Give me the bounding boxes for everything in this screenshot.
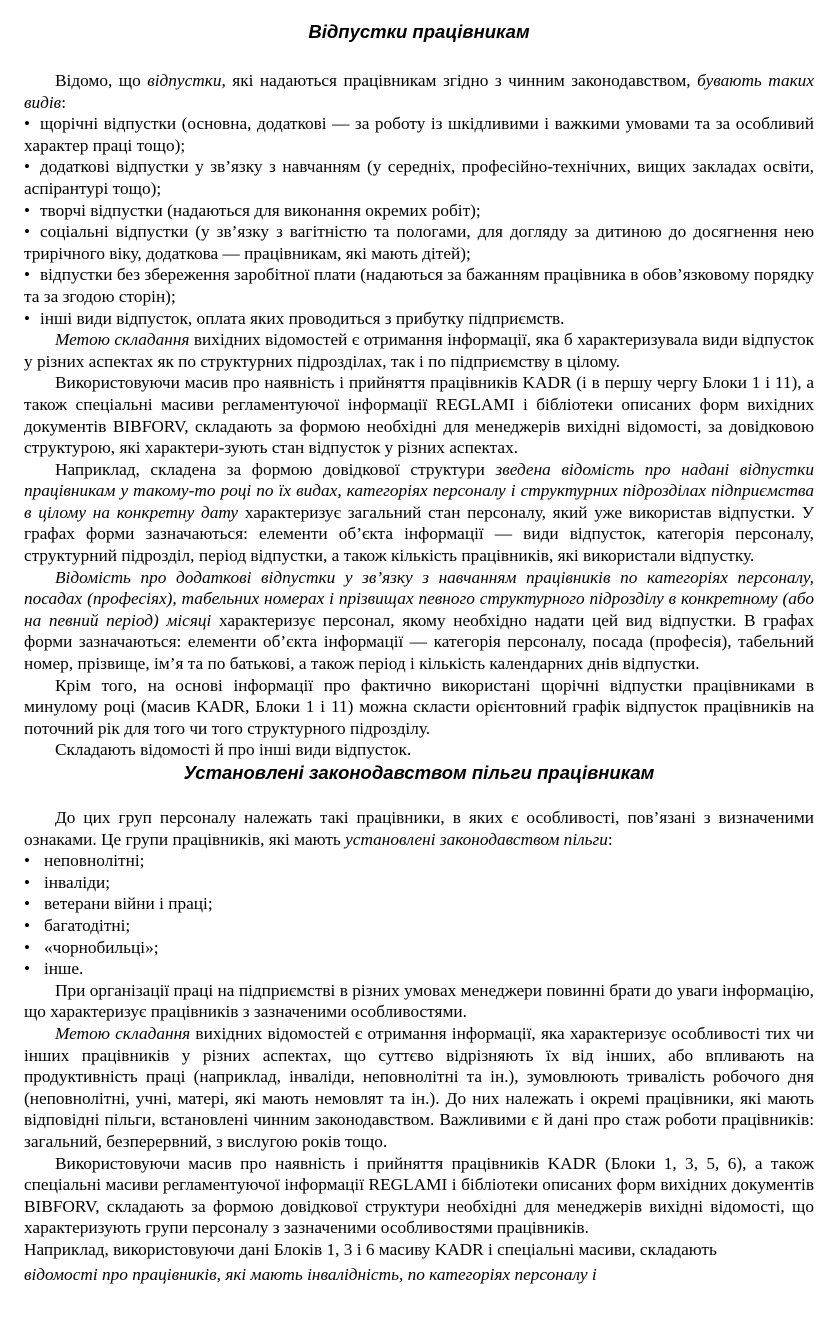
emphasis: відомості про працівників, які мають інвалідність, по категоріях персоналу і: [24, 1265, 597, 1285]
paragraph-other-types: Складають відомості й про інші види відпусток.: [55, 740, 412, 760]
text: характеризує загальний стан персоналу, який уже використав відпустки. У графах форми зазначаються: елементи об’єкта інформації — види відпусток, категорія персоналу, структурний підрозділ, період відпустки, а також кількість працівників, які використали відпустку.: [24, 502, 814, 566]
paragraph-disability-statement: [24, 1264, 814, 1286]
list-item-text: соціальні відпустки (у зв’язку з вагітністю та пологами, для догляду за дитиною до досягнення нею трирічного віку, додаткова — працівникам, які мають дітей);: [24, 222, 814, 263]
list-item-text: щорічні відпустки (основна, додаткові — за роботу із шкідливими і важкими умовами та за особливий характер праці тощо);: [24, 114, 814, 155]
bullet-icon: •: [24, 114, 30, 134]
paragraph-work-organization: При організації праці на підприємстві в різних умовах менеджери повинні брати до уваги інформацію, що характеризує працівників з зазначеними особливостями.: [24, 980, 814, 1022]
bullet-icon: •: [24, 915, 30, 935]
emphasis: Відомість про додаткові відпустки у зв’язку з навчанням працівників по категоріях персоналу, посадах (професіях), табельних номерах і прізвищах певного структурного підрозділу в конкретному (або на певний період) місяці: [24, 567, 814, 630]
list-item: [24, 264, 814, 307]
list-item-text: ветерани війни і праці;: [44, 894, 213, 914]
list-item-text: інше.: [44, 959, 84, 979]
paragraph-schedule: Крім того, на основі інформації про фактично використані щорічні відпустки працівниками в минулому році (масив KADR, Блоки 1 і 11) можна скласти орієнтовний графік відпусток працівників на поточний рік для того чи того структурного підрозділу.: [24, 675, 814, 738]
list-item: [24, 156, 814, 199]
bullet-icon: •: [24, 222, 30, 242]
list-item-text: інваліди;: [44, 872, 111, 892]
paragraph-purpose-benefits: [24, 1023, 814, 1153]
text: , які надаються працівникам згідно з чинним законодавством,: [221, 71, 698, 90]
list-item-text: творчі відпустки (надаються для виконання окремих робіт);: [40, 200, 481, 220]
bullet-icon: •: [24, 308, 30, 328]
paragraph-kadr-usage: Використовуючи масив про наявність і прийняття працівників KADR (і в першу чергу Блоки 1 і 11), а також спеціальні масиви регламентуючої інформації REGLAMI і бібліотеки описаних форм вихідних документів BIBFORV, складають за формою необхідні для менеджерів вихідні відомості, за довідковою структурою, які характери-зують стан відпусток у різних аспектах.: [24, 373, 814, 458]
list-item-text: «чорнобильці»;: [44, 937, 159, 957]
list-item: [24, 221, 814, 264]
bullet-icon: •: [24, 872, 30, 892]
bullet-icon: •: [24, 157, 30, 177]
text: вихідних відомостей є отримання інформації, яка б характеризувала види відпусток у різних аспектах як по структурних підрозділах, так і по підприємству в цілому.: [24, 330, 814, 371]
benefit-groups-list: [24, 850, 814, 980]
list-item-text: інші види відпусток, оплата яких проводиться з прибутку підприємств.: [40, 308, 565, 328]
bullet-icon: •: [24, 959, 30, 979]
list-item: [24, 872, 814, 894]
list-item: [24, 958, 814, 980]
list-item-text: відпустки без збереження заробітної плати (надаються за бажанням працівника в обов’язковому порядку та за згодою сторін);: [24, 265, 814, 306]
emphasis: Метою складання: [55, 1023, 191, 1043]
list-item: [24, 308, 814, 330]
bullet-icon: •: [24, 200, 30, 220]
list-item: [24, 937, 814, 959]
list-item: [24, 915, 814, 937]
bullet-icon: •: [24, 894, 30, 914]
list-item-text: неповнолітні;: [44, 851, 145, 871]
paragraph-kadr-blocks: Використовуючи масив про наявність і прийняття працівників KADR (Блоки 1, 3, 5, 6), а також спеціальні масиви регламентуючої інформації REGLAMI і бібліотеки описаних форм вихідних документів BIBFORV, складають за формою довідкової структури необхідні для менеджерів вихідні відомості, що характеризують групи персоналу з зазначеними особливостями працівників.: [24, 1153, 814, 1238]
emphasis: Метою складання: [55, 330, 190, 350]
list-item: [24, 113, 814, 156]
section-title-vacations: Відпустки працівникам: [308, 21, 530, 42]
text: вихідних відомостей є отримання інформації, яка характеризує особливості тих чи інших працівників у різних аспектах, що суттєво відрізняють їх від інших, або впливають на продуктивність праці (наприклад, інваліди, неповнолітні та ін.), зумовлюють тривалість робочого дня (неповнолітні, учні, матері, які мають немовлят та ін.). До них належать і окремі працівники, які мають відповідні пільги, встановлені чинним законодавством. Важливими є й дані про стаж роботи працівників: загальний, безперервний, з вислугою років тощо.: [24, 1023, 814, 1151]
section-title-benefits: Установлені законодавством пільги працівникам: [183, 762, 655, 783]
vacation-types-list: [24, 113, 814, 329]
emphasis: відпустки: [147, 71, 222, 90]
paragraph-example-disability: Наприклад, використовуючи дані Блоків 1, 3 і 6 масиву KADR і спеціальні масиви, складають: [24, 1239, 717, 1259]
text: :: [607, 829, 613, 849]
text: Відомо, що: [55, 71, 148, 90]
emphasis: установлені законодавством пільги: [345, 829, 608, 849]
paragraph-intro: [24, 70, 814, 113]
text: :: [61, 92, 66, 112]
paragraph-purpose: [24, 329, 814, 372]
bullet-icon: •: [24, 937, 30, 957]
emphasis: зведена відомість про надані відпустки працівникам у такому-то році по їх видах, категоріях персоналу і структурних підрозділах підприємства в цілому на конкретну дату: [24, 459, 814, 522]
text: До цих груп персоналу належать такі працівники, в яких є особливості, пов’язані з визначеними ознаками. Це групи працівників, які мають: [24, 808, 814, 849]
emphasis: бувають таких видів: [24, 71, 814, 112]
list-item-text: додаткові відпустки у зв’язку з навчанням (у середніх, професійно-технічних, вищих закладах освіти, аспірантурі тощо);: [24, 157, 814, 198]
list-item: [24, 850, 814, 872]
text: Наприклад, складена за формою довідкової структури: [55, 459, 496, 479]
text: характеризує персонал, якому необхідно надати цей вид відпустки. В графах форми зазначаються: елементи об’єкта інформації — категорія персоналу, посада (професія), табельний номер, прізвище, ім’я та по батькові, а також період і кількість календарних днів відпустки.: [24, 610, 814, 674]
paragraph-benefit-groups: [24, 807, 814, 850]
paragraph-study-leave: [24, 567, 814, 675]
list-item: [24, 893, 814, 915]
paragraph-example-summary: [24, 459, 814, 567]
bullet-icon: •: [24, 265, 30, 285]
bullet-icon: •: [24, 851, 30, 871]
list-item-text: багатодітні;: [44, 915, 131, 935]
list-item: [24, 200, 814, 222]
